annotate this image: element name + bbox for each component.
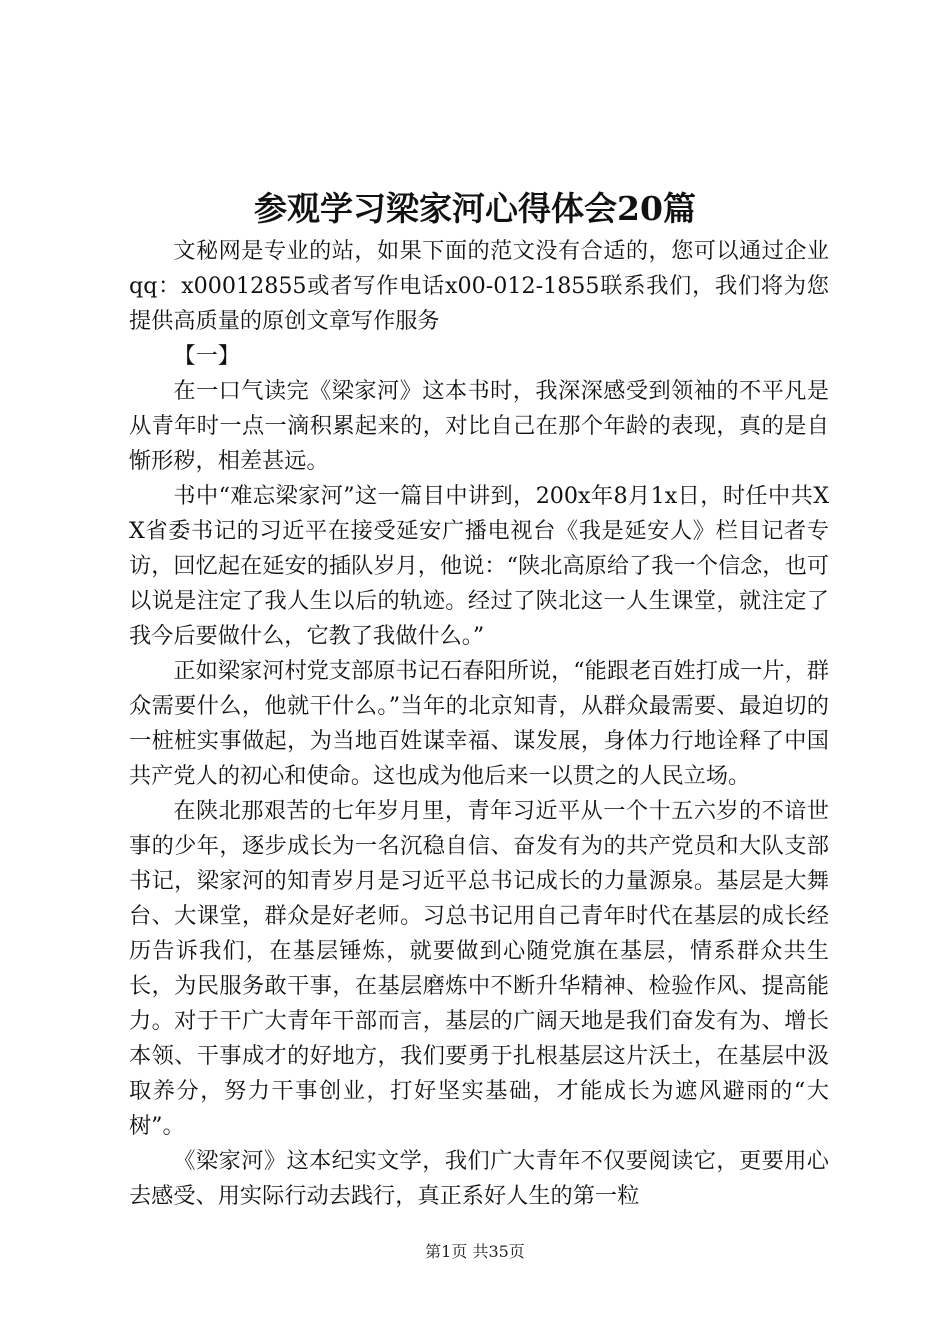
page-footer: 第1页 共35页	[425, 1242, 525, 1261]
body-paragraph: 《梁家河》这本纪实文学，我们广大青年不仅要阅读它，更要用心去感受、用实际行动去践行，真正系好人生的第一粒	[129, 1148, 829, 1209]
body-paragraph: 书中“难忘梁家河”这一篇目中讲到，200x年8月1x日，时任中共XX省委书记的习近平在接受延安广播电视台《我是延安人》栏目记者专访，回忆起在延安的插队岁月，他说：“陕北高原给了我一个信念，也可以说是注定了我人生以后的轨迹。经过了陕北这一人生课堂，就注定了我今后要做什么，它教了我做什么。”	[129, 483, 829, 649]
body-paragraph: 在陕北那艰苦的七年岁月里，青年习近平从一个十五六岁的不谙世事的少年，逐步成长为一名沉稳自信、奋发有为的共产党员和大队支部书记，梁家河的知青岁月是习近平总书记成长的力量源泉。基层是大舞台、大课堂，群众是好老师。习总书记用自己青年时代在基层的成长经历告诉我们，在基层锤炼，就要做到心随党旗在基层，情系群众共生长，为民服务敢干事，在基层磨炼中不断升华精神、检验作风、提高能力。对于干广大青年干部而言，基层的广阔天地是我们奋发有为、增长本领、干事成才的好地方，我们要勇于扎根基层这片沃土，在基层中汲取养分，努力干事创业，打好坚实基础，才能成长为遮风避雨的“大树”。	[129, 798, 829, 1139]
document-title: 参观学习梁家河心得体会20篇	[254, 189, 696, 228]
intro-paragraph: 文秘网是专业的站，如果下面的范文没有合适的，您可以通过企业qq：x00012855或者写作电话x00-012-1855联系我们，我们将为您提供高质量的原创文章写作服务	[129, 238, 829, 334]
document-body	[129, 234, 829, 1214]
section-heading: 【一】	[173, 343, 240, 369]
body-paragraph: 正如梁家河村党支部原书记石春阳所说，“能跟老百姓打成一片，群众需要什么，他就干什么。”当年的北京知青，从群众最需要、最迫切的一桩桩实事做起，为当地百姓谋幸福、谋发展，身体力行地诠释了中国共产党人的初心和使命。这也成为他后来一以贯之的人民立场。	[129, 658, 829, 789]
body-paragraph: 在一口气读完《梁家河》这本书时，我深深感受到领袖的不平凡是从青年时一点一滴积累起来的，对比自己在那个年龄的表现，真的是自惭形秽，相差甚远。	[129, 378, 829, 474]
